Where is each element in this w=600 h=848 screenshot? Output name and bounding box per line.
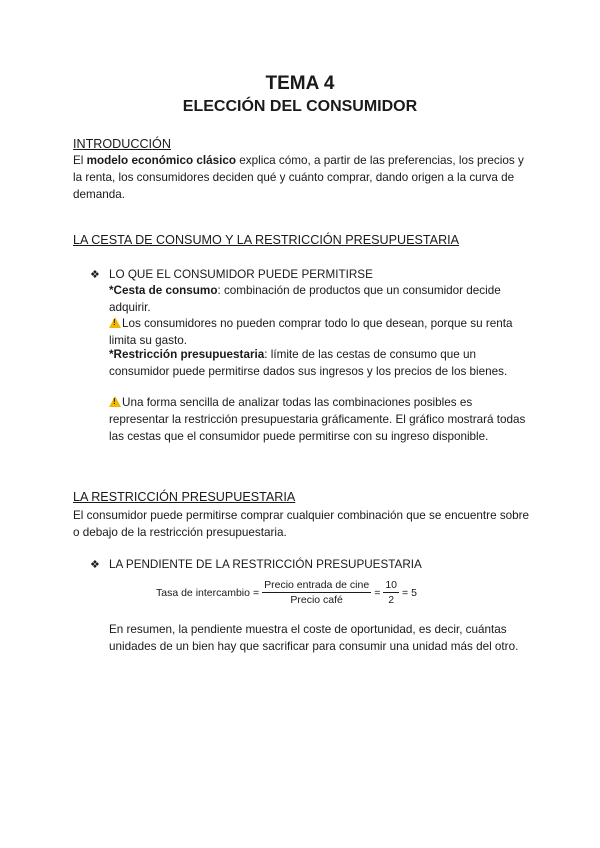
restriccion-paragraph: El consumidor puede permitirse comprar cualquier combinación que se encuentre sobre o debajo de la restricción presupuestaria. xyxy=(73,509,530,539)
formula-fraction-prices xyxy=(262,579,371,606)
restriccion-def: : límite de las cestas de consumo que un consumidor puede permitirse dados sus ingresos y los precios de los bienes. xyxy=(109,348,508,378)
page-subtitle: ELECCIÓN DEL CONSUMIDOR xyxy=(182,98,418,115)
summary-paragraph: En resumen, la pendiente muestra el coste de oportunidad, es decir, cuántas unidades de un bien hay que sacrificar para consumir una unidad más del otro. xyxy=(109,623,519,653)
intro-paragraph xyxy=(73,152,533,203)
bullet-pendiente-label: LA PENDIENTE DE LA RESTRICCIÓN PRESUPUESTARIA xyxy=(109,558,422,571)
formula-equals: = xyxy=(252,586,260,599)
bullet-pendiente xyxy=(90,556,422,574)
warning-renta-text: Los consumidores no pueden comprar todo lo que desean, porque su renta limita su gasto. xyxy=(109,317,513,347)
formula-numerator: Precio entrada de cine xyxy=(264,579,370,591)
cesta-def: : combinación de productos que un consumidor decide adquirir. xyxy=(109,284,501,314)
cesta-term: *Cesta de consumo xyxy=(109,284,218,297)
warning-icon xyxy=(109,396,121,407)
intro-heading: INTRODUCCIÓN xyxy=(73,137,171,151)
restriccion-definition xyxy=(109,346,529,380)
formula-numerator-value: 10 xyxy=(385,579,398,591)
restriccion-term: *Restricción presupuestaria xyxy=(109,348,265,361)
page-title: TEMA 4 xyxy=(265,73,335,94)
cesta-definition xyxy=(109,282,529,316)
formula-denominator-value: 2 xyxy=(388,594,395,606)
intro-post: explica cómo, a partir de las preferencias, los precios y la renta, los consumidores deciden qué y cuánto comprar, dando origen a la curva de demanda. xyxy=(73,154,524,201)
intro-bold-term: modelo económico clásico xyxy=(86,154,237,167)
warning-renta xyxy=(109,315,529,349)
warning-icon xyxy=(109,317,121,328)
bullet-permitirse-label: LO QUE EL CONSUMIDOR PUEDE PERMITIRSE xyxy=(109,268,373,281)
formula-label: Tasa de intercambio xyxy=(156,586,250,599)
intro-pre: El xyxy=(73,154,87,167)
formula-denominator: Precio café xyxy=(290,594,343,606)
diamond-bullet-icon: ❖ xyxy=(90,559,100,571)
section-restriccion-heading: LA RESTRICCIÓN PRESUPUESTARIA xyxy=(73,490,296,504)
diamond-bullet-icon: ❖ xyxy=(90,269,100,281)
formula-result: = 5 xyxy=(402,586,417,599)
formula-equals-2: = xyxy=(374,586,381,599)
warning-grafico-text: Una forma sencilla de analizar todas las combinaciones posibles es representar la restricción presupuestaria gráficamente. El gráfico mostrará todas las cestas que el consumidor puede permitirse con su ingreso disponible. xyxy=(109,396,526,443)
warning-grafico xyxy=(109,394,529,445)
exchange-rate-formula xyxy=(156,579,417,606)
formula-fraction-values xyxy=(383,579,399,606)
section-cesta-heading: LA CESTA DE CONSUMO Y LA RESTRICCIÓN PRESUPUESTARIA xyxy=(73,233,460,247)
